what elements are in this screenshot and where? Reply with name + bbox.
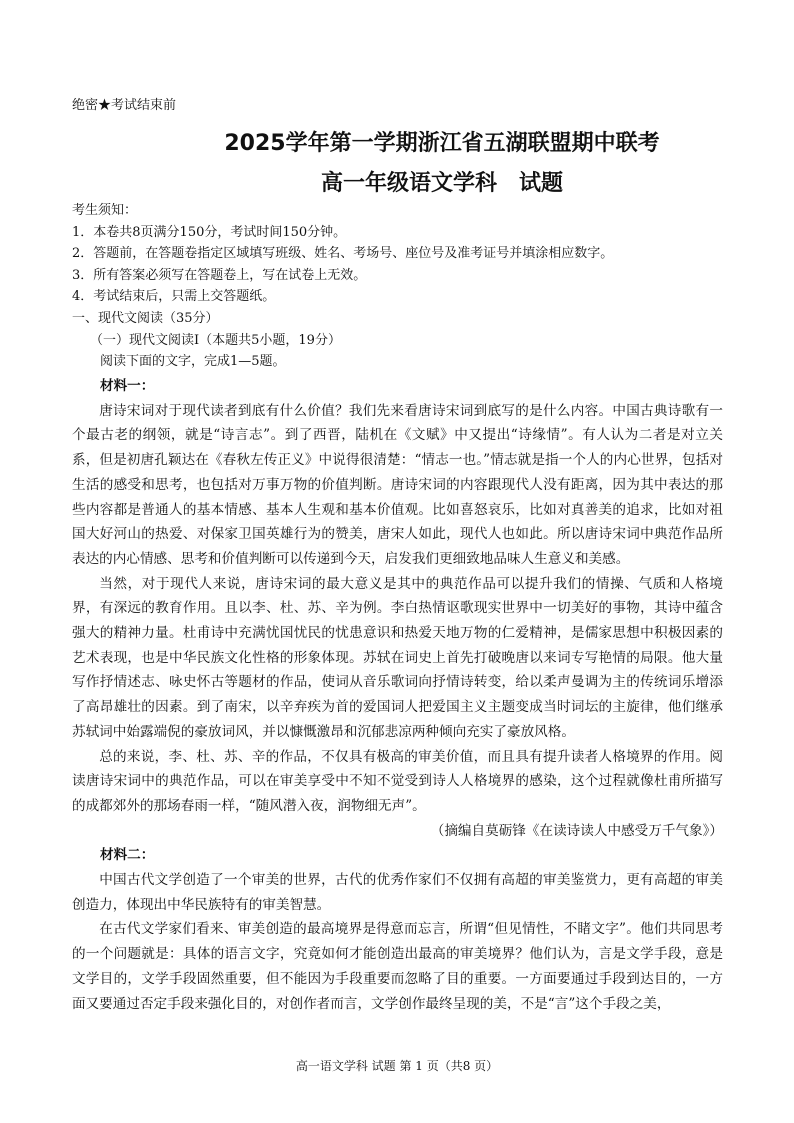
page-footer: 高一语文学科 试题 第 1 页（共8 页）: [295, 1059, 499, 1073]
exam-notice: [72, 200, 732, 373]
section-title: 一、现代文阅读（35分）: [72, 310, 219, 326]
notice-item: 3．所有答案必须写在答题卷上，写在试卷上无效。: [72, 267, 367, 283]
material-2-label: 材料二：: [100, 847, 155, 864]
paragraph: 中国古代文学创造了一个审美的世界，古代的优秀作家们不仅拥有高超的审美鉴赏力，更有高超的审美创造力，体现出中华民族特有的审美智慧。: [72, 872, 723, 913]
notice-item: 4．考试结束后，只需上交答题纸。: [72, 289, 276, 305]
paragraph: 在古代文学家们看来、审美创造的最高境界是得意而忘言，所谓“但见情性，不睹文字”。他们共同思考的一个问题就是：具体的语言文字，究竟如何才能创造出最高的审美境界？他们认为，言是文学手段，意是文学目的，文学手段固然重要，但不能因为手段重要而忽略了目的重要。一方面要通过手段到达目的，一方面又要通过否定手段来强化目的，对创作者而言，文学创作最终呈现的美，不是“言”这个手段之美，: [72, 921, 723, 1012]
paragraph: 唐诗宋词对于现代读者到底有什么价值？我们先来看唐诗宋词到底写的是什么内容。中国古典诗歌有一个最古老的纲领，就是“诗言志”。到了西晋，陆机在《文赋》中又提出“诗缘情”。有人认为二者是对立关系，但是初唐孔颖达在《春秋左传正义》中说得很清楚：“情志一也。”情志就是指一个人的内心世界，包括对生活的感受和思考，也包括对万事万物的价值判断。唐诗宋词的内容跟现代人没有距离，因为其中表达的那些内容都是普通人的基本情感、基本人生观和基本价值观。比如喜怒哀乐，比如对真善美的追求，比如对祖国大好河山的热爱、对保家卫国英雄行为的赞美，唐宋人如此，现代人也如此。所以唐诗宋词中典范作品所表达的内心情感、思考和价值判断可以传递到今天，启发我们更细致地品味人生意义和美感。: [72, 402, 723, 567]
material-1-label: 材料一：: [100, 378, 155, 394]
reading-passage: [72, 374, 723, 1016]
confidential-label: 绝密★考试结束前: [72, 98, 177, 113]
notice-item: 2．答题前，在答题卷指定区域填写班级、姓名、考场号、座位号及准考证号并填涂相应数字。: [72, 246, 614, 262]
exam-subtitle: 高一年级语文学科 试题: [320, 171, 563, 196]
material-1-source: （摘编自莫砺锋《在读诗读人中感受万千气象》）: [430, 822, 723, 839]
paragraph: 当然，对于现代人来说，唐诗宋词的最大意义是其中的典范作品可以提升我们的情操、气质和人格境界，有深远的教育作用。且以李、杜、苏、辛为例。李白热情讴歌现实世界中一切美好的事物，其诗中蕴含强大的精神力量。杜甫诗中充满忧国忧民的忧患意识和热爱天地万物的仁爱精神，是儒家思想中积极因素的艺术表现，也是中华民族文化性格的形象体现。苏轼在词史上首先打破晚唐以来词专写艳情的局限。他大量写作抒情述志、咏史怀古等题材的作品，使词从音乐歌词向抒情诗转变，给以柔声曼调为主的传统词乐增添了高昂雄壮的因素。到了南宋，以辛弃疾为首的爱国词人把爱国主义主题变成当时词坛的主旋律，他们继承苏轼词中始露端倪的豪放词风，并以慷慨激昂和沉郁悲凉两种倾向充实了豪放风格。: [72, 575, 723, 740]
notice-item: 1．本卷共8页满分150分，考试时间150分钟。: [72, 224, 347, 240]
subsection-title: （一）现代文阅读Ⅰ（本题共5小题，19分）: [90, 332, 341, 348]
notice-heading: 考生须知：: [72, 203, 138, 218]
exam-title: 2025学年第一学期浙江省五湖联盟期中联考: [224, 131, 660, 156]
reading-instruction: 阅读下面的文字，完成1—5题。: [100, 354, 286, 370]
paragraph: 总的来说，李、杜、苏、辛的作品，不仅具有极高的审美价值，而且具有提升读者人格境界的作用。阅读唐诗宋词中的典范作品，可以在审美享受中不知不觉受到诗人人格境界的感染，这个过程就像杜甫所描写的成都郊外的那场春雨一样，“随风潜入夜，润物细无声”。: [72, 748, 723, 814]
